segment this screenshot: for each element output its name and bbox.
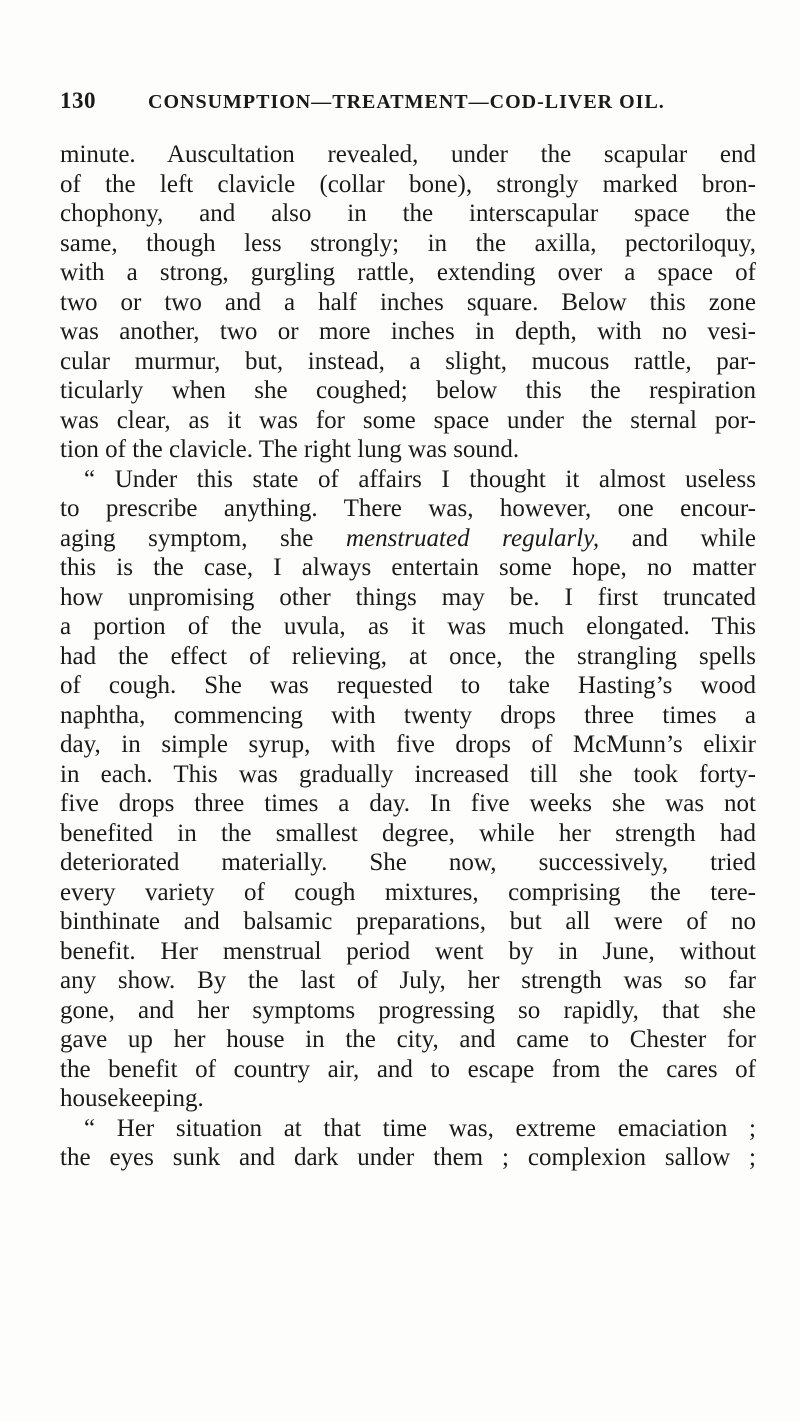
text-line: benefit. Her menstrual period went by in June, without (60, 937, 756, 965)
text-line: any show. By the last of July, her strength was so far (60, 967, 756, 994)
body-text (60, 140, 756, 1173)
text-run: and while (599, 524, 756, 552)
running-head: CONSUMPTION—TREATMENT—COD-LIVER OIL. (148, 91, 665, 113)
text-line: two or two and a half inches square. Below this zone (60, 288, 756, 316)
text-line: cular murmur, but, instead, a slight, mucous rattle, par- (60, 347, 756, 375)
text-line: gone, and her symptoms progressing so rapidly, that she (60, 996, 756, 1024)
text-line: this is the case, I always entertain some hope, no matter (60, 554, 756, 581)
text-line: “ Her situation at that time was, extreme emaciation ; (84, 1114, 756, 1142)
text-line: binthinate and balsamic preparations, but all were of no (60, 908, 756, 935)
text-line: to prescribe anything. There was, however, one encour- (60, 495, 756, 522)
text-line: benefited in the smallest degree, while her strength had (60, 819, 756, 847)
text-line: how unpromising other things may be. I first truncated (60, 583, 756, 611)
emphasized-text: menstruated regularly, (345, 524, 600, 552)
text-line: tion of the clavicle. The right lung was sound. (60, 436, 520, 463)
text-line: housekeeping. (60, 1085, 204, 1112)
text-line: deteriorated materially. She now, successively, tried (60, 849, 756, 876)
text-line: with a strong, gurgling rattle, extending over a space of (60, 259, 756, 286)
text-line: of cough. She was requested to take Hasting’s wood (60, 672, 756, 699)
text-line: “ Under this state of affairs I thought it almost useless (84, 465, 756, 493)
text-line: was another, two or more inches in depth, with no vesi- (60, 318, 756, 345)
text-line: of the left clavicle (collar bone), strongly marked bron- (60, 170, 756, 198)
text-line: gave up her house in the city, and came to Chester for (60, 1026, 756, 1053)
text-line: every variety of cough mixtures, comprising the tere- (60, 878, 756, 906)
text-line: chophony, and also in the interscapular space the (60, 200, 756, 227)
text-line: minute. Auscultation revealed, under the scapular end (60, 141, 756, 168)
text-line: naphtha, commencing with twenty drops three times a (60, 701, 756, 729)
text-line: had the effect of relieving, at once, the strangling spells (60, 642, 756, 670)
page-header (60, 88, 760, 118)
text-line: a portion of the uvula, as it was much elongated. This (60, 613, 756, 640)
text-line: in each. This was gradually increased till she took forty- (60, 760, 756, 788)
text-line: five drops three times a day. In five weeks she was not (60, 790, 756, 817)
text-line: day, in simple syrup, with five drops of McMunn’s elixir (60, 731, 756, 758)
text-line: ticularly when she coughed; below this the respiration (60, 377, 756, 404)
text-line-emphasis (60, 524, 756, 554)
text-line: same, though less strongly; in the axilla, pectoriloquy, (60, 229, 756, 257)
page-number: 130 (60, 88, 96, 113)
text-run: aging symptom, she (60, 524, 346, 552)
text-line: the eyes sunk and dark under them ; complexion sallow ; (60, 1144, 756, 1171)
text-line: the benefit of country air, and to escape from the cares of (60, 1055, 756, 1083)
text-line: was clear, as it was for some space under the sternal por- (60, 406, 756, 434)
